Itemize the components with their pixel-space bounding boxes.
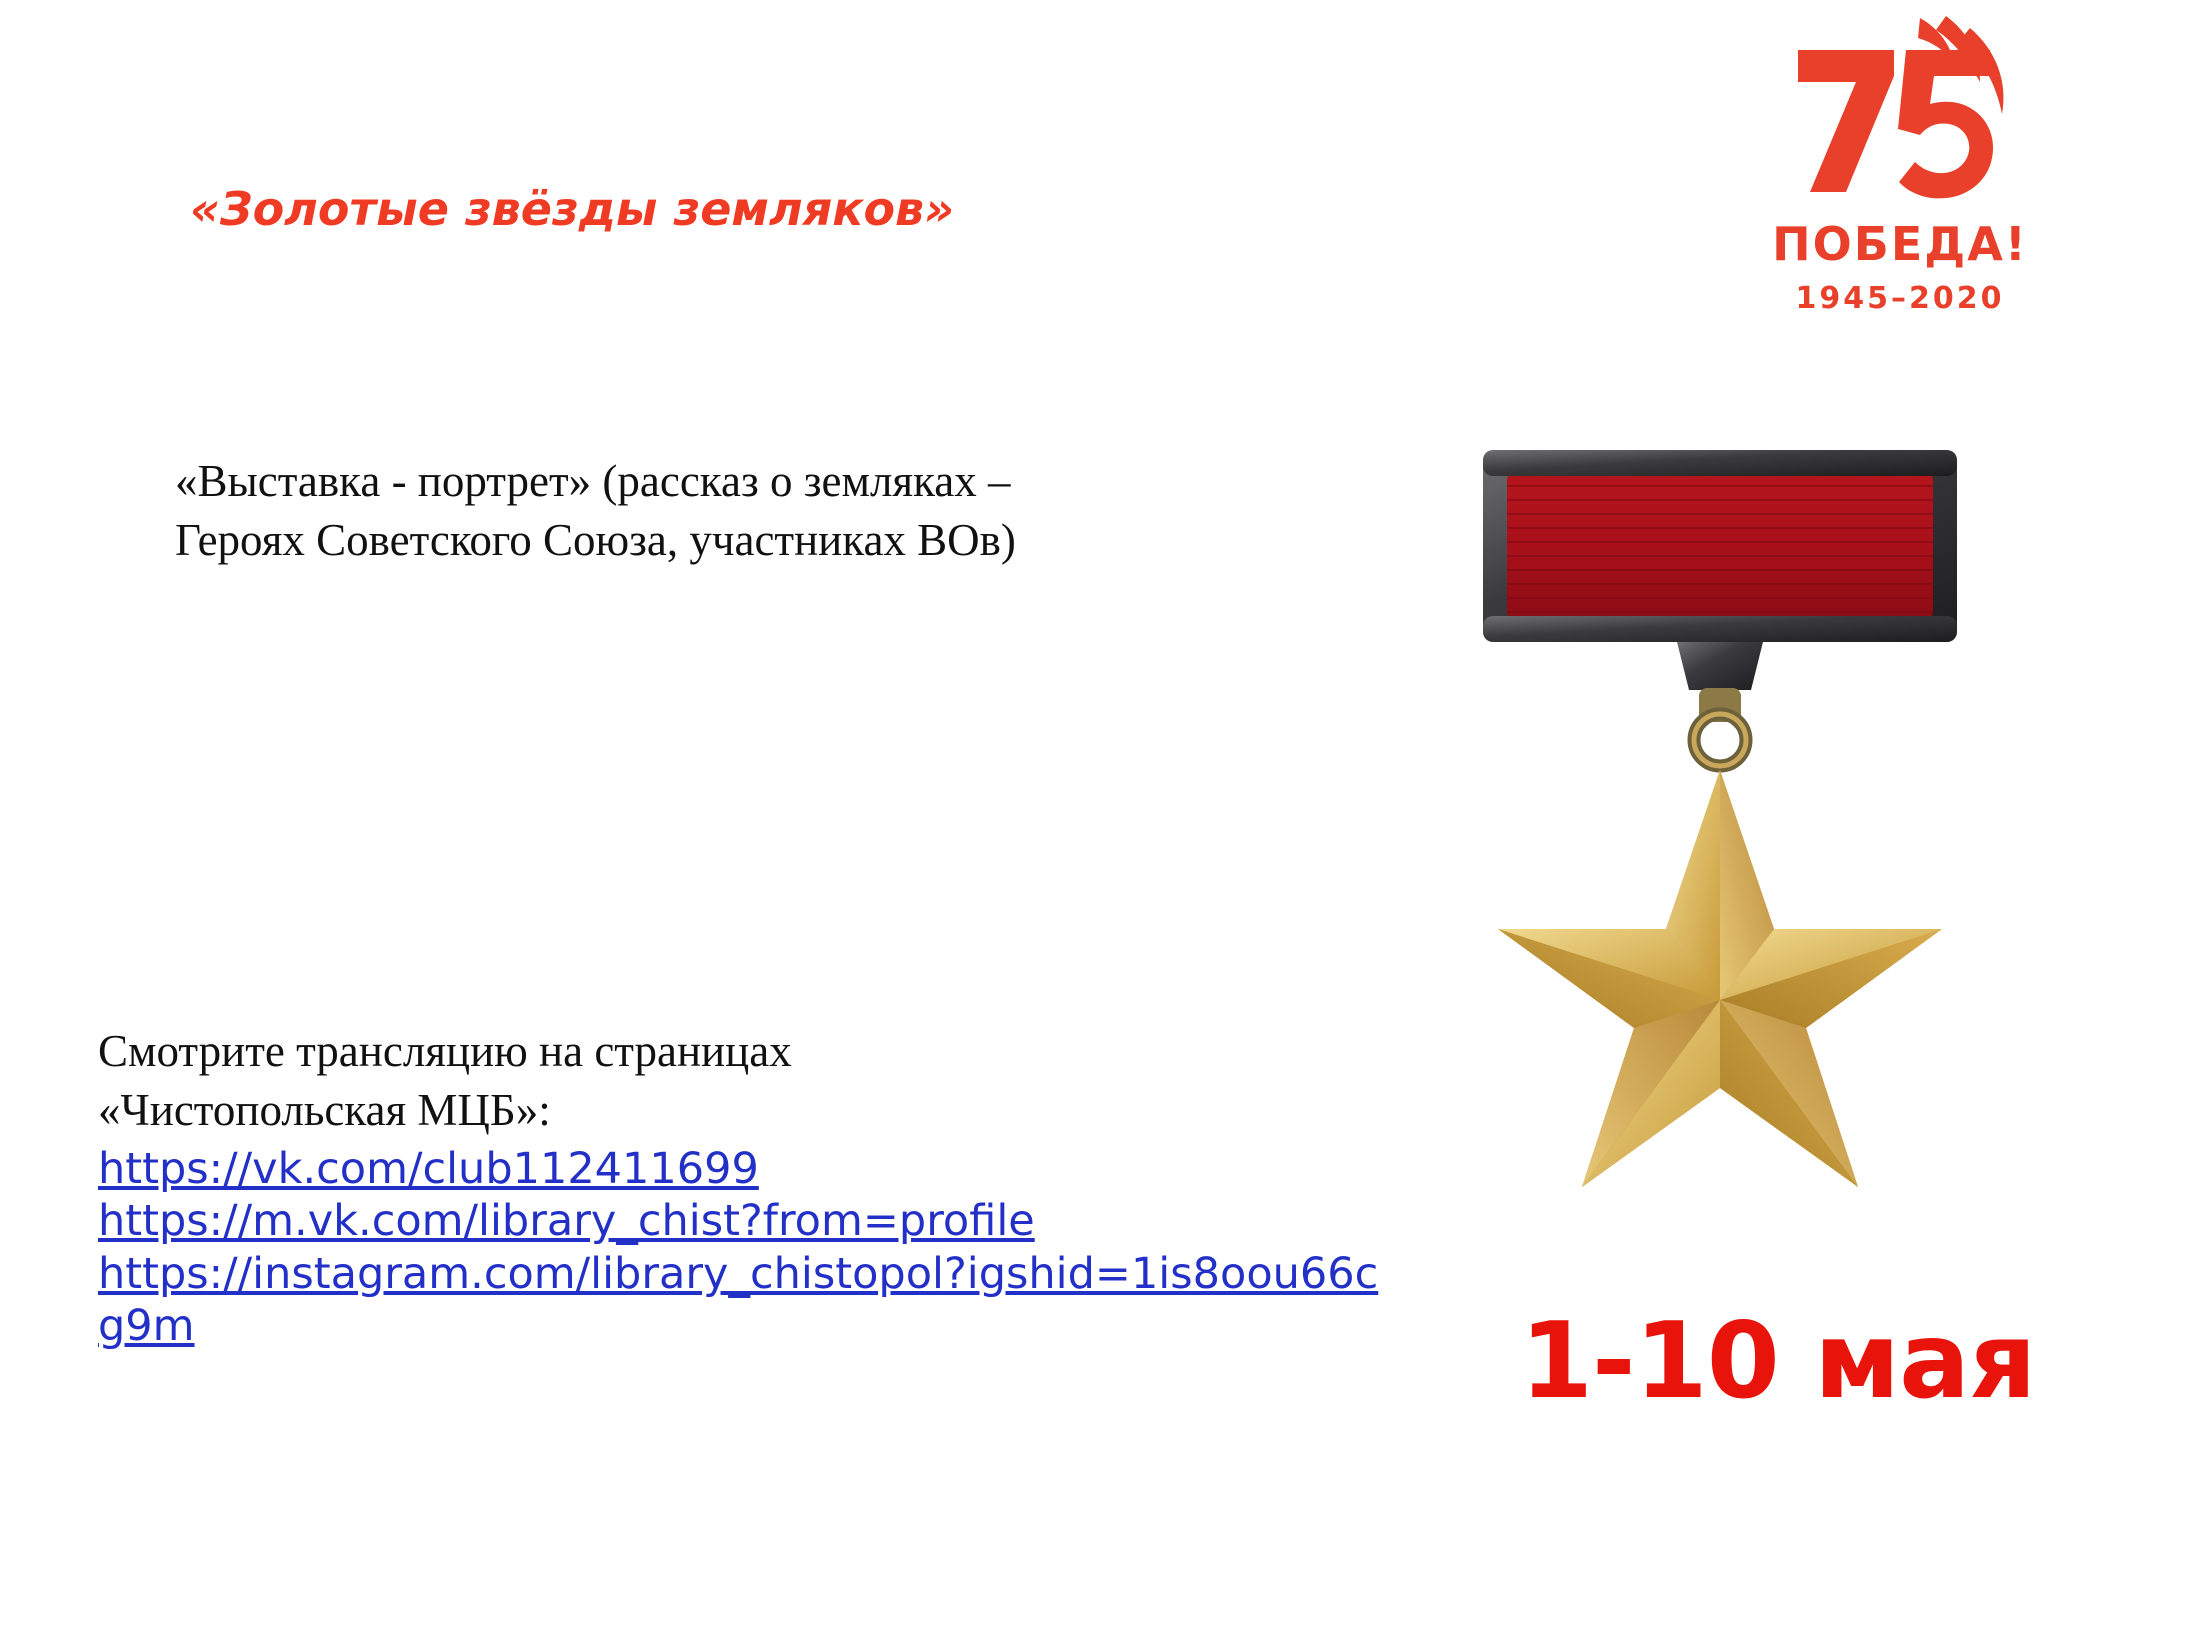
link-vk-mobile[interactable]: https://m.vk.com/library_chist?from=profile bbox=[98, 1196, 1035, 1247]
description-line-2: Героях Советского Союза, участниках ВОв) bbox=[175, 515, 1016, 566]
link-vk-club[interactable]: https://vk.com/club112411699 bbox=[98, 1144, 759, 1194]
exhibition-description bbox=[175, 452, 1265, 571]
victory-75-logo bbox=[1770, 14, 2030, 334]
page-title: «Золотые звёзды земляков» bbox=[190, 182, 955, 236]
description-line-1: «Выставка - портрет» (рассказ о земляках – bbox=[175, 456, 1011, 506]
link-instagram[interactable]: https://instagram.com/library_chistopol?igshid=1is8oou66cg9m bbox=[98, 1248, 1379, 1352]
logo-pobeda-text: ПОБЕДА! bbox=[1772, 217, 2028, 271]
broadcast-lead-line-2: «Чистопольская МЦБ»: bbox=[98, 1084, 551, 1135]
gold-star-medal-image bbox=[1455, 440, 1985, 1200]
logo-75-mark bbox=[1770, 14, 2030, 219]
event-date: 1-10 мая bbox=[1520, 1300, 2036, 1422]
broadcast-lead-line-1: Смотрите трансляцию на страницах bbox=[98, 1026, 792, 1076]
broadcast-links bbox=[98, 1143, 1388, 1353]
logo-years-text: 1945–2020 bbox=[1795, 281, 2005, 316]
broadcast-info bbox=[98, 1022, 1388, 1353]
